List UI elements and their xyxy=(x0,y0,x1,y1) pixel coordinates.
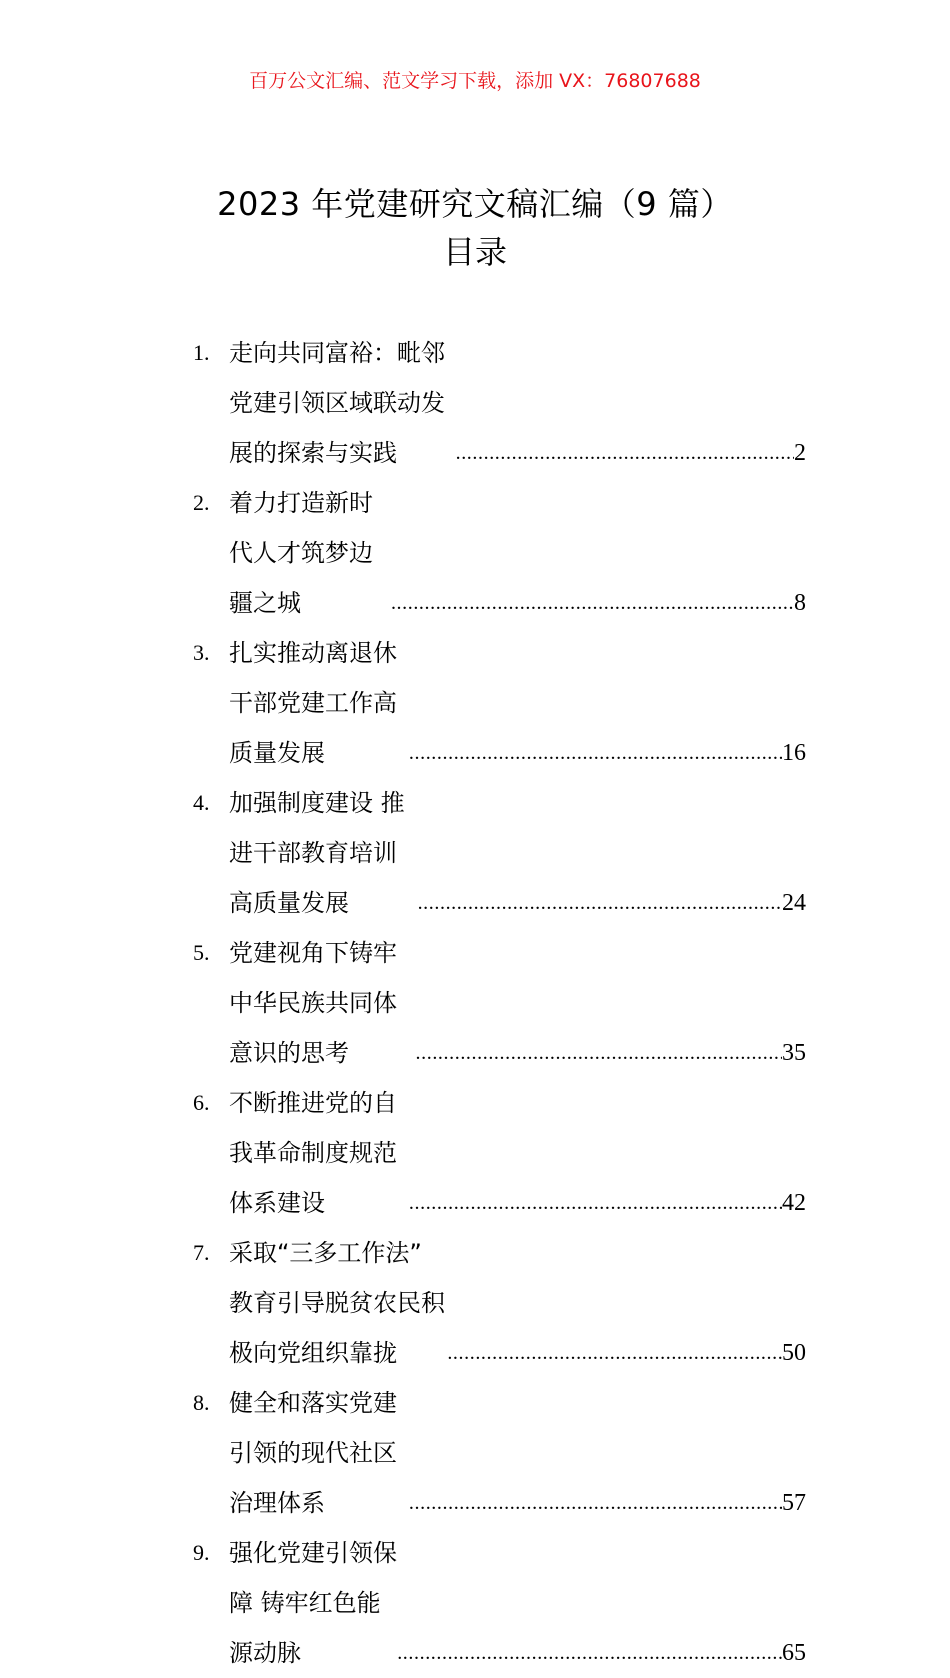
toc-item[interactable] xyxy=(193,1228,806,1378)
toc-item-page: 8 xyxy=(794,590,806,616)
toc-item-page: 2 xyxy=(794,440,806,466)
header-note: 百万公文汇编、范文学习下载，添加 VX：76807688 xyxy=(249,70,701,92)
toc-item[interactable] xyxy=(193,1378,806,1528)
toc-item-number: 4. xyxy=(193,790,210,815)
toc-leader-dots xyxy=(391,578,794,628)
toc-item[interactable] xyxy=(193,1528,806,1678)
toc-item-title: 党建视角下铸牢中华民族共同体意识的思考 xyxy=(229,939,397,1067)
toc-item-title: 加强制度建设 推进干部教育培训高质量发展 xyxy=(229,789,405,917)
toc-item-page: 50 xyxy=(782,1340,806,1366)
toc-item-number: 8. xyxy=(193,1390,210,1415)
toc-item-body xyxy=(229,1228,806,1378)
toc-item-title: 健全和落实党建引领的现代社区治理体系 xyxy=(229,1389,397,1517)
toc-item[interactable] xyxy=(193,778,806,928)
toc-item-body xyxy=(229,778,806,928)
toc-item-title: 不断推进党的自我革命制度规范体系建设 xyxy=(229,1089,397,1217)
toc-item[interactable] xyxy=(193,328,806,478)
toc-leader-dots xyxy=(456,428,794,478)
document-subtitle: 目录 xyxy=(442,233,507,271)
toc-item-title: 采取“三多工作法” 教育引导脱贫农民积极向党组织靠拢 xyxy=(229,1239,445,1367)
toc-item[interactable] xyxy=(193,478,806,628)
toc-item-number: 2. xyxy=(193,490,210,515)
toc-item-title: 扎实推动离退休干部党建工作高质量发展 xyxy=(229,639,397,767)
toc-item-number: 3. xyxy=(193,640,210,665)
toc-item-page: 42 xyxy=(782,1190,806,1216)
toc-leader-dots xyxy=(409,1478,782,1528)
toc-leader-dots xyxy=(409,728,782,778)
toc-item-number: 6. xyxy=(193,1090,210,1115)
toc-item-title: 走向共同富裕：毗邻党建引领区域联动发展的探索与实践 xyxy=(229,339,445,467)
toc-item-page: 16 xyxy=(782,740,806,766)
toc-item-body xyxy=(229,1378,806,1528)
toc-item-body xyxy=(229,328,806,478)
toc-item[interactable] xyxy=(193,628,806,778)
toc-item-body xyxy=(229,478,806,628)
toc-item-page: 65 xyxy=(782,1640,806,1666)
toc-item[interactable] xyxy=(193,1078,806,1228)
table-of-contents xyxy=(193,328,806,1678)
toc-leader-dots xyxy=(409,1178,782,1228)
toc-item-page: 57 xyxy=(782,1490,806,1516)
document-title: 2023 年党建研究文稿汇编（9 篇） xyxy=(217,185,733,223)
toc-item-body xyxy=(229,1528,806,1678)
toc-item-body xyxy=(229,928,806,1078)
toc-item-title: 着力打造新时代人才筑梦边疆之城 xyxy=(229,489,373,617)
toc-item-body xyxy=(229,1078,806,1228)
toc-item-page: 24 xyxy=(782,890,806,916)
toc-item-page: 35 xyxy=(782,1040,806,1066)
toc-leader-dots xyxy=(416,1028,782,1078)
toc-item[interactable] xyxy=(193,928,806,1078)
toc-item-number: 1. xyxy=(193,340,210,365)
toc-item-title: 强化党建引领保障 铸牢红色能源动脉 xyxy=(229,1539,397,1667)
toc-item-number: 7. xyxy=(193,1240,210,1265)
toc-item-body xyxy=(229,628,806,778)
toc-item-number: 9. xyxy=(193,1540,210,1565)
toc-leader-dots xyxy=(447,1328,782,1378)
toc-leader-dots xyxy=(397,1628,782,1678)
toc-leader-dots xyxy=(418,878,782,928)
toc-item-number: 5. xyxy=(193,940,210,965)
